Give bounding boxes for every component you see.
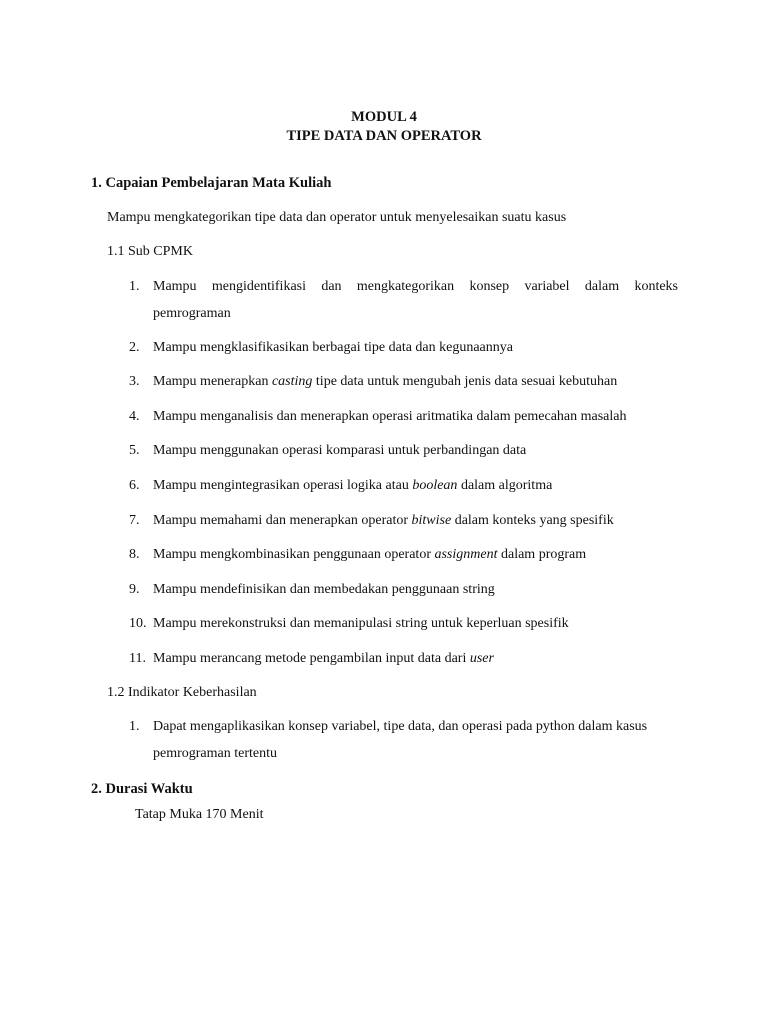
list-number: 2. <box>129 340 140 355</box>
list-item <box>129 645 678 672</box>
module-title: TIPE DATA DAN OPERATOR <box>286 128 482 144</box>
list-number: 11. <box>129 651 146 666</box>
list-number: 9. <box>129 582 140 597</box>
list-text: Mampu memahami dan menerapkan operator bitwise dalam konteks yang spesifik <box>153 513 614 528</box>
italic-term: user <box>469 651 494 666</box>
list-item <box>129 472 678 499</box>
list-text: Mampu mengkombinasikan penggunaan operator assignment dalam program <box>153 547 587 562</box>
list-number: 5. <box>129 443 140 458</box>
italic-term: casting <box>271 374 313 389</box>
list-item <box>129 403 678 430</box>
list-number: 1. <box>129 719 140 734</box>
list-text: Mampu mengklasifikasikan berbagai tipe data dan kegunaannya <box>153 340 513 355</box>
list-text: Mampu merekonstruksi dan memanipulasi string untuk keperluan spesifik <box>153 616 569 631</box>
list-text-continued: pemrograman tertentu <box>153 746 278 761</box>
list-number: 10. <box>129 616 147 631</box>
durasi-text: Tatap Muka 170 Menit <box>135 807 264 822</box>
list-item <box>129 610 678 637</box>
list-text: Mampu menganalisis dan menerapkan operasi aritmatika dalam pemecahan masalah <box>153 409 627 424</box>
list-number: 7. <box>129 513 140 528</box>
indikator-heading: 1.2 Indikator Keberhasilan <box>107 685 257 700</box>
section-heading-durasi: 2. Durasi Waktu <box>91 781 193 797</box>
list-item <box>129 368 678 395</box>
list-number: 4. <box>129 409 140 424</box>
list-item-continuation <box>129 300 678 327</box>
list-text: Mampu mendefinisikan dan membedakan penggunaan string <box>153 582 495 597</box>
italic-term: boolean <box>412 478 458 493</box>
list-text: Mampu menerapkan casting tipe data untuk mengubah jenis data sesuai kebutuhan <box>153 374 618 389</box>
list-item <box>129 507 678 534</box>
list-item <box>129 437 678 464</box>
list-text-continued: pemrograman <box>153 306 231 321</box>
list-text: Dapat mengaplikasikan konsep variabel, tipe data, dan operasi pada python dalam kasus <box>153 719 648 734</box>
section-heading-cpmk: 1. Capaian Pembelajaran Mata Kuliah <box>91 175 332 191</box>
list-item <box>129 273 678 300</box>
italic-term: assignment <box>434 547 498 562</box>
list-item-continuation <box>129 740 678 767</box>
list-item <box>129 576 678 603</box>
cpmk-intro: Mampu mengkategorikan tipe data dan operator untuk menyelesaikan suatu kasus <box>107 210 567 225</box>
list-text: Mampu menggunakan operasi komparasi untuk perbandingan data <box>153 443 527 458</box>
list-number: 3. <box>129 374 140 389</box>
list-text: Mampu mengintegrasikan operasi logika atau boolean dalam algoritma <box>153 478 553 493</box>
italic-term: bitwise <box>411 513 452 528</box>
list-item <box>129 334 678 361</box>
list-number: 8. <box>129 547 140 562</box>
list-number: 6. <box>129 478 140 493</box>
module-number: MODUL 4 <box>351 109 417 125</box>
list-item <box>129 541 678 568</box>
sub-cpmk-heading: 1.1 Sub CPMK <box>107 244 193 259</box>
list-item <box>129 713 678 740</box>
list-text: Mampu merancang metode pengambilan input data dari user <box>153 651 494 666</box>
list-number: 1. <box>129 279 140 294</box>
list-text: Mampu mengidentifikasi dan mengkategorikan konsep variabel dalam konteks <box>153 279 678 294</box>
